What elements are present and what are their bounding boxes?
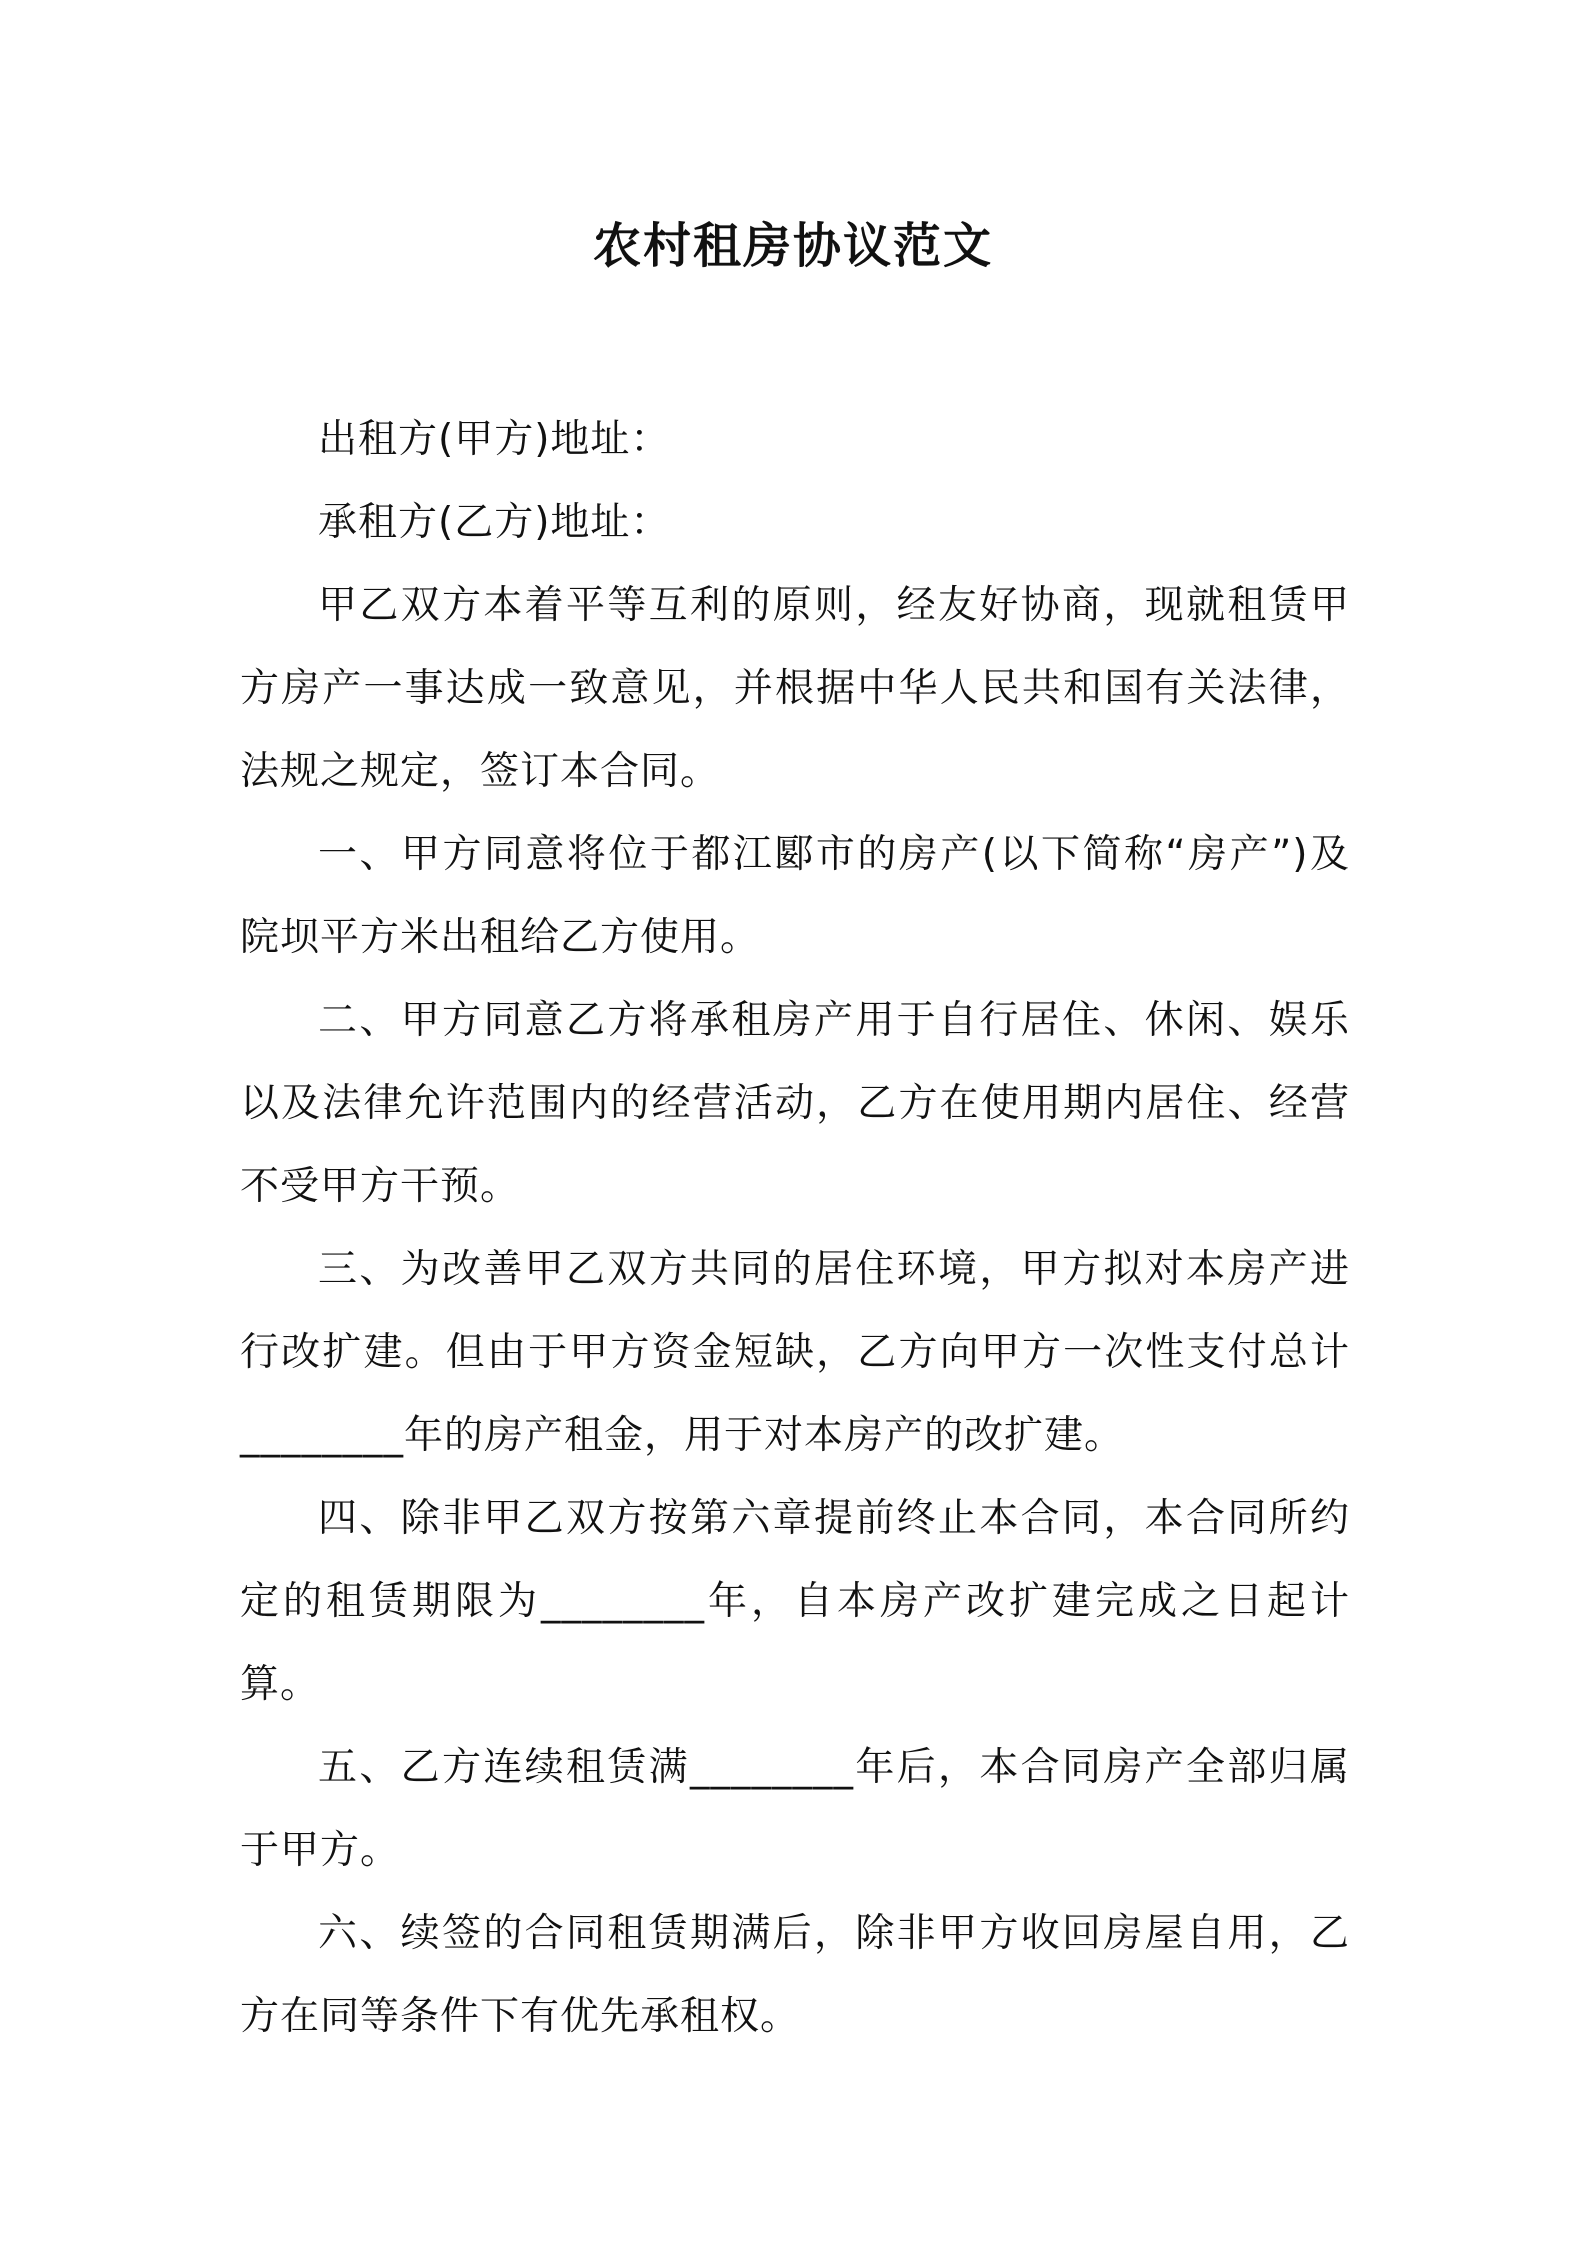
clause-5: 五、乙方连续租赁满________年后，本合同房产全部归属于甲方。 [240, 1745, 1350, 1873]
clause-1: 一、甲方同意将位于都江郾市的房产(以下简称“房产”)及院坝平方米出租给乙方使用。 [240, 832, 1350, 960]
document-body [240, 398, 1350, 2058]
clause-4: 四、除非甲乙双方按第六章提前终止本合同，本合同所约定的租赁期限为________年，自本房产改扩建完成之日起计算。 [240, 1496, 1350, 1707]
preamble-paragraph: 甲乙双方本着平等互利的原则，经友好协商，现就租赁甲方房产一事达成一致意见，并根据中华人民共和国有关法律，法规之规定，签订本合同。 [240, 583, 1350, 794]
document-title: 农村租房协议范文 [592, 218, 993, 274]
clause-3: 三、为改善甲乙双方共同的居住环境，甲方拟对本房产进行改扩建。但由于甲方资金短缺，乙方向甲方一次性支付总计________年的房产租金，用于对本房产的改扩建。 [240, 1247, 1350, 1458]
clause-6: 六、续签的合同租赁期满后，除非甲方收回房屋自用，乙方在同等条件下有优先承租权。 [240, 1911, 1350, 2039]
lessee-address-line: 承租方(乙方)地址： [318, 500, 671, 545]
lessor-address-line: 出租方(甲方)地址： [318, 417, 671, 462]
clause-2: 二、甲方同意乙方将承租房产用于自行居住、休闲、娱乐以及法律允许范围内的经营活动，乙方在使用期内居住、经营不受甲方干预。 [240, 998, 1350, 1209]
